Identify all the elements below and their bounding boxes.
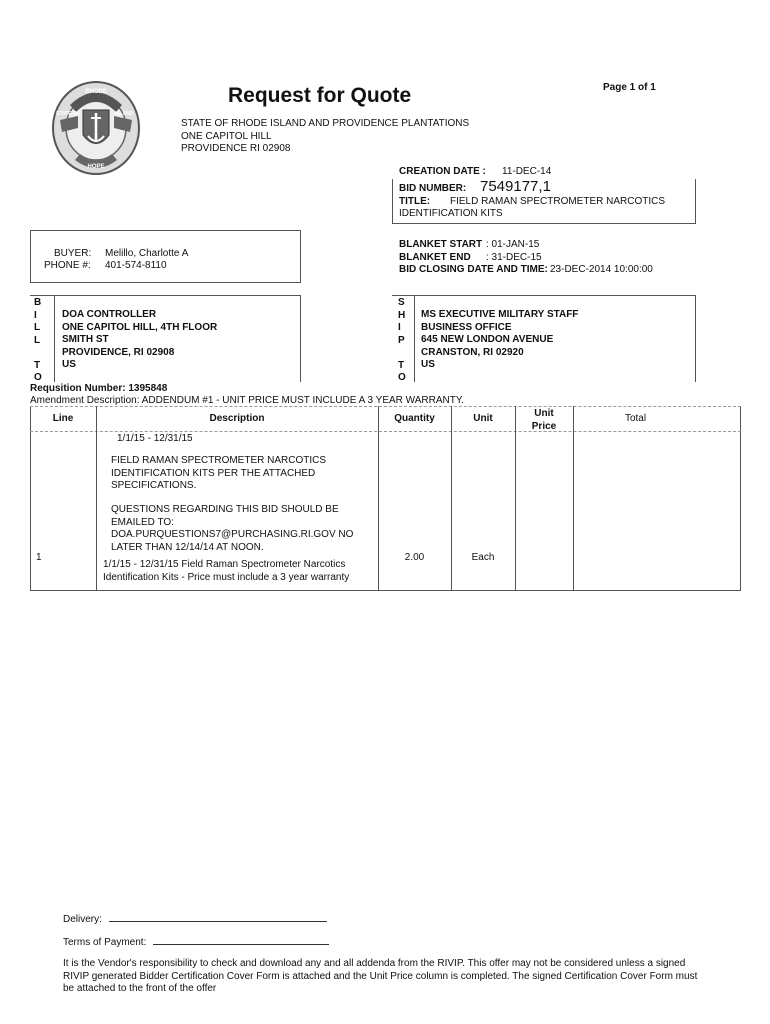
ship-to-line: BUSINESS OFFICE: [421, 321, 512, 333]
amendment-description: Amendment Description: ADDENDUM #1 - UNIT PRICE MUST INCLUDE A 3 YEAR WARRANTY.: [30, 395, 465, 406]
title-line2: IDENTIFICATION KITS: [399, 208, 503, 219]
delivery-row: [63, 912, 327, 927]
bill-to-line: DOA CONTROLLER: [62, 309, 157, 320]
vendor-note-line: RIVIP generated Bidder Certification Cover Form is attached and the Unit Price column is completed. The signed Certification Cover Form must: [63, 970, 698, 982]
seal-text-left: STATE OF: [56, 111, 80, 117]
ship-letter: S: [398, 297, 405, 308]
blanket-end-value: : 31-DEC-15: [486, 252, 542, 263]
ship-to-divider: [414, 295, 415, 382]
row-description-block-1: [111, 455, 326, 493]
seal-text-top: RHODE: [85, 89, 107, 95]
bill-to-letters: [34, 297, 42, 385]
title-line1: FIELD RAMAN SPECTROMETER NARCOTICS: [450, 196, 666, 207]
ship-to-line: 645 NEW LONDON AVENUE: [421, 334, 554, 345]
blanket-start-value: : 01-JAN-15: [486, 239, 540, 250]
closing-label: BID CLOSING DATE AND TIME:: [399, 264, 548, 275]
row-description-block-3: [103, 559, 349, 584]
delivery-label: Delivery:: [63, 914, 102, 925]
closing-value: 23-DEC-2014 10:00:00: [550, 264, 653, 275]
bill-to-address: [62, 309, 217, 372]
document-title: Request for Quote: [228, 84, 412, 107]
buyer-label: BUYER:: [54, 248, 92, 259]
col-divider: [515, 406, 516, 591]
row-description-block-2: [111, 504, 353, 554]
title-label: TITLE:: [399, 196, 431, 207]
seal-text-right: ISLAND: [114, 111, 134, 117]
header-unit-price-line: Price: [531, 420, 557, 432]
ship-letter: [398, 347, 406, 360]
row-description-line: QUESTIONS REGARDING THIS BID SHOULD BE: [111, 504, 339, 515]
ship-to-letters: [398, 297, 406, 385]
table-header-rule: [30, 431, 741, 432]
header-unit-price-line: Unit: [534, 408, 554, 419]
delivery-field[interactable]: [109, 912, 327, 922]
creation-date-value: 11-DEC-14: [502, 166, 552, 177]
blanket-start-label: BLANKET START: [399, 239, 483, 250]
bill-to-divider: [54, 295, 55, 382]
bid-number-label: BID NUMBER:: [399, 183, 467, 194]
blanket-end-label: BLANKET END: [399, 252, 471, 263]
issuer-line: STATE OF RHODE ISLAND AND PROVIDENCE PLANTATIONS: [181, 118, 470, 129]
ship-letter: T: [398, 359, 405, 371]
bill-letter: T: [34, 359, 41, 371]
bill-letter: L: [34, 322, 41, 333]
phone-label: PHONE #:: [44, 260, 91, 271]
row-date-range: 1/1/15 - 12/31/15: [117, 433, 193, 444]
phone-value: 401-574-8110: [105, 260, 167, 271]
row-description-line: IDENTIFICATION KITS PER THE ATTACHED: [111, 467, 316, 479]
bill-letter: L: [34, 334, 41, 346]
row-description-line: Identification Kits - Price must include a 3 year warranty: [103, 571, 350, 583]
row-description-line: SPECIFICATIONS.: [111, 480, 197, 491]
ship-letter: P: [398, 334, 405, 346]
header-quantity: Quantity: [394, 413, 435, 424]
bill-letter: I: [34, 309, 37, 321]
bill-letter: B: [34, 297, 42, 308]
requisition-number: Requsition Number: 1395848: [30, 383, 168, 394]
page-number: Page 1 of 1: [603, 82, 656, 93]
col-divider: [96, 406, 97, 591]
header-unit-price: [515, 408, 573, 433]
row-line-number: 1: [36, 552, 42, 563]
vendor-note-line: be attached to the front of the offer: [63, 983, 217, 994]
bill-to-line: US: [62, 359, 76, 370]
ship-to-address: [421, 309, 578, 372]
header-line: Line: [52, 413, 74, 424]
terms-label: Terms of Payment:: [63, 937, 147, 948]
header-unit: Unit: [473, 413, 493, 424]
row-description-line: 1/1/15 - 12/31/15 Field Raman Spectrometer Narcotics: [103, 559, 346, 570]
vendor-note: [63, 958, 743, 996]
row-unit: Each: [471, 552, 495, 563]
ship-to-line: US: [421, 359, 435, 370]
bill-letter: [34, 347, 42, 360]
row-description-line: EMAILED TO:: [111, 516, 174, 528]
issuer-line: PROVIDENCE RI 02908: [181, 143, 291, 154]
state-seal-logo: [50, 80, 142, 178]
ship-to-line: MS EXECUTIVE MILITARY STAFF: [421, 309, 579, 320]
table-top-rule: [30, 406, 741, 407]
header-total: Total: [624, 413, 647, 424]
vendor-note-line: It is the Vendor's responsibility to check and download any and all addenda from the RIVIP. This offer may not be considered unless a signed: [63, 958, 686, 969]
row-description-line: DOA.PURQUESTIONS7@PURCHASING.RI.GOV NO: [111, 529, 354, 540]
buyer-value: Melillo, Charlotte A: [105, 248, 189, 259]
creation-date-label: CREATION DATE :: [399, 166, 486, 177]
bill-to-line: PROVIDENCE, RI 02908: [62, 346, 175, 358]
issuer-line: ONE CAPITOL HILL: [181, 130, 272, 142]
row-description-line: LATER THAN 12/14/14 AT NOON.: [111, 541, 264, 553]
row-quantity: 2.00: [404, 552, 425, 563]
header-description: Description: [209, 413, 265, 424]
ship-letter: O: [398, 372, 406, 383]
terms-row: [63, 935, 329, 950]
seal-text-bottom: HOPE: [87, 164, 105, 170]
bid-number-value: 7549177,1: [480, 178, 551, 195]
terms-of-payment-field[interactable]: [153, 935, 329, 945]
bill-to-line: ONE CAPITOL HILL, 4TH FLOOR: [62, 321, 218, 333]
ship-letter: H: [398, 309, 406, 321]
ship-letter: I: [398, 322, 401, 333]
bill-to-line: SMITH ST: [62, 334, 109, 345]
issuer-address: [181, 118, 469, 156]
col-divider: [573, 406, 574, 591]
row-description-line: FIELD RAMAN SPECTROMETER NARCOTICS: [111, 455, 327, 466]
bill-letter: O: [34, 372, 42, 383]
ship-to-line: CRANSTON, RI 02920: [421, 346, 524, 358]
